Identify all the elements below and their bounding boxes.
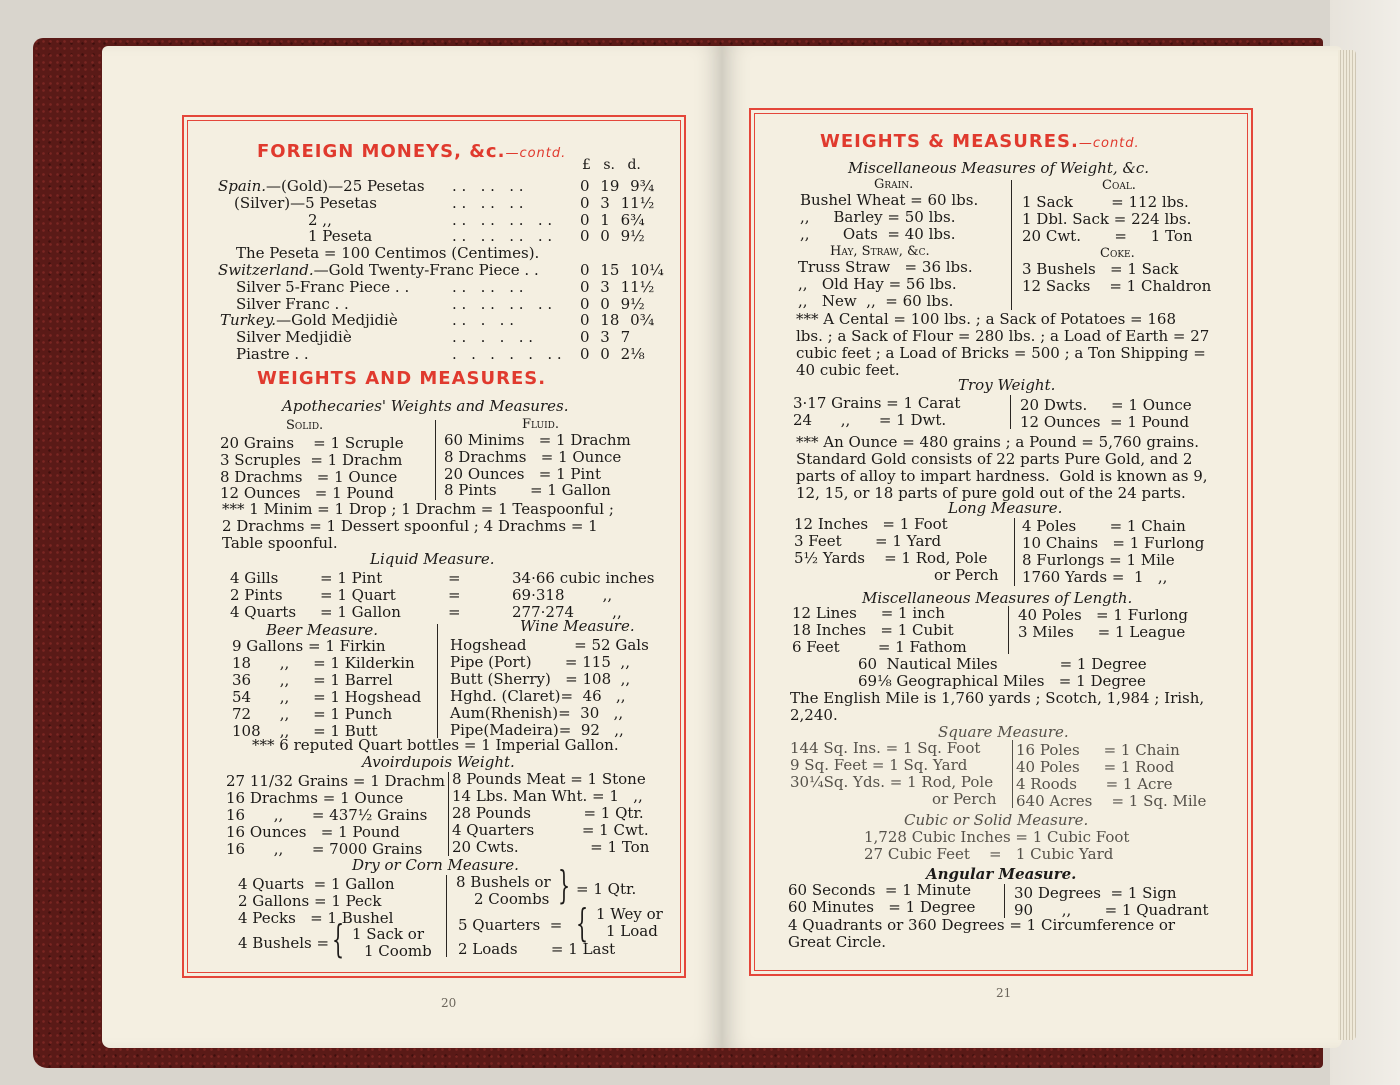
apothecaries-divider — [435, 420, 436, 500]
long-row: or Perch — [934, 566, 999, 584]
angular-row: 60 Seconds = 1 Minute — [788, 881, 971, 899]
liquid-cell: = — [448, 603, 461, 621]
cubic-row: 27 Cubic Feet = 1 Cubic Yard — [864, 845, 1114, 863]
weights-title: WEIGHTS AND MEASURES. — [257, 368, 547, 389]
note-line: *** 1 Minim = 1 Drop ; 1 Drachm = 1 Teaspoonful ; — [222, 500, 614, 518]
beer-wine-divider — [437, 624, 438, 738]
long-divider — [1014, 518, 1015, 586]
long-row: 10 Chains = 1 Furlong — [1022, 534, 1205, 552]
coal-row: 1 Sack = 112 lbs. — [1022, 193, 1189, 211]
cubic-row: 1,728 Cubic Inches = 1 Cubic Foot — [864, 828, 1130, 846]
troy-row: 20 Dwts. = 1 Ounce — [1020, 396, 1192, 414]
wine-row: Butt (Sherry) = 108 ,, — [450, 670, 631, 688]
note-line: 4 Quadrants or 360 Degrees = 1 Circumference or — [788, 916, 1176, 934]
money-desc: Silver Franc . . — [236, 294, 349, 313]
coal-row: 1 Dbl. Sack = 224 lbs. — [1022, 210, 1192, 228]
long-row: 5½ Yards = 1 Rod, Pole — [794, 549, 988, 567]
solid-row: 12 Ounces = 1 Pound — [220, 484, 394, 503]
money-desc: Piastre . . — [236, 345, 309, 363]
page-number-right: 21 — [996, 986, 1012, 1000]
angular-row: 90 ,, = 1 Quadrant — [1014, 901, 1209, 919]
fluid-row: 8 Pints = 1 Gallon — [444, 481, 611, 500]
grain-header: Grain. — [874, 177, 914, 192]
dry-right-3: = 1 Qtr. — [576, 880, 637, 898]
grain-row: Bushel Wheat = 60 lbs. — [800, 191, 979, 209]
cubic-title: Cubic or Solid Measure. — [904, 811, 1089, 829]
liquid-cell: 277·274 ,, — [512, 603, 622, 621]
fluid-row: 60 Minims = 1 Drachm — [444, 431, 631, 449]
misc-length-row: 12 Lines = 1 inch — [792, 604, 945, 622]
wine-row: Hghd. (Claret)= 46 ,, — [450, 687, 626, 705]
square-title: Square Measure. — [938, 723, 1069, 741]
leader-dots: . . . . . . . — [452, 345, 562, 363]
note-line: 40 cubic feet. — [796, 361, 900, 379]
misc-length-title: Miscellaneous Measures of Length. — [862, 589, 1133, 607]
troy-row: 24 ,, = 1 Dwt. — [793, 411, 947, 429]
money-row — [218, 178, 425, 195]
liquid-cell: 4 Gills — [230, 569, 279, 587]
dry-left-3: 4 Pecks = 1 Bushel — [238, 909, 394, 927]
dry-right-2: 2 Coombs — [474, 890, 550, 908]
brace: { — [332, 917, 345, 961]
misc-length-row: 40 Poles = 1 Furlong — [1018, 606, 1189, 624]
money-value: 0 19 9¾ — [580, 177, 655, 195]
dry-left-1: 4 Quarts = 1 Gallon — [238, 875, 395, 893]
square-row: or Perch — [932, 790, 997, 808]
money-desc: The Peseta = 100 Centimos (Centimes). — [236, 244, 540, 263]
liquid-cell: = — [448, 569, 461, 587]
money-value: 0 3 11½ — [580, 277, 655, 296]
nautical-row: 60 Nautical Miles = 1 Degree — [858, 655, 1147, 673]
money-desc: 2 ,, — [308, 210, 332, 229]
money-desc: Silver 5-Franc Piece . . — [236, 277, 410, 296]
wine-row: Pipe(Madeira)= 92 ,, — [450, 721, 624, 739]
beer-row: 54 ,, = 1 Hogshead — [232, 688, 422, 706]
misc-length-divider — [1008, 606, 1009, 654]
note-line: *** An Ounce = 480 grains ; a Pound = 5,760 grains. — [796, 433, 1199, 451]
country-label: Turkey. — [220, 311, 277, 330]
beer-row: 108 ,, = 1 Butt — [232, 722, 378, 740]
page-edges — [1338, 50, 1356, 1040]
wine-row: Hogshead = 52 Gals — [450, 636, 649, 654]
dry-right-7: 2 Loads = 1 Last — [458, 940, 616, 958]
money-desc: 1 Peseta — [308, 227, 373, 246]
beer-row: 72 ,, = 1 Punch — [232, 705, 393, 723]
note-line: The English Mile is 1,760 yards ; Scotch, 1,984 ; Irish, — [790, 689, 1205, 707]
money-row — [308, 212, 332, 229]
note-line: Standard Gold consists of 22 parts Pure Gold, and 2 — [796, 450, 1193, 468]
troy-title: Troy Weight. — [958, 376, 1056, 394]
money-desc: Silver Medjidiè — [236, 328, 352, 347]
square-row: 30¼Sq. Yds. = 1 Rod, Pole — [790, 773, 994, 791]
money-row — [220, 312, 398, 329]
note-line: cubic feet ; a Load of Bricks = 500 ; a Ton Shipping = — [796, 344, 1206, 362]
angular-title: Angular Measure. — [926, 865, 1077, 883]
note-line: lbs. ; a Sack of Flour = 280 lbs. ; a Load of Earth = 27 — [796, 327, 1210, 345]
square-row: 9 Sq. Feet = 1 Sq. Yard — [790, 756, 968, 774]
note-line: parts of alloy to impart hardness. Gold is known as 9, — [796, 467, 1208, 485]
liquid-cell: = 1 Pint — [320, 569, 383, 587]
leader-dots: . . . . . . . . — [452, 294, 553, 313]
dry-left-5: 1 Sack or — [352, 925, 424, 943]
avoirdupois-divider — [448, 772, 449, 856]
money-row — [236, 329, 352, 346]
liquid-cell: 34·66 cubic inches — [512, 569, 655, 587]
beer-note: *** 6 reputed Quart bottles = 1 Imperial Gallon. — [252, 736, 619, 754]
wine-title: Wine Measure. — [520, 617, 635, 635]
troy-row: 3·17 Grains = 1 Carat — [793, 394, 961, 412]
country-label: Spain. — [218, 177, 267, 195]
square-row: 640 Acres = 1 Sq. Mile — [1016, 792, 1207, 810]
wine-row: Pipe (Port) = 115 ,, — [450, 653, 630, 671]
avoirdupois-row: 8 Pounds Meat = 1 Stone — [452, 770, 646, 788]
coke-row: 3 Bushels = 1 Sack — [1022, 260, 1179, 278]
leader-dots: . . . . . . — [452, 328, 534, 347]
avoirdupois-row: 16 ,, = 437½ Grains — [226, 806, 428, 824]
right-title: WEIGHTS & MEASURES.—contd. — [820, 131, 1140, 152]
hay-row: Truss Straw = 36 lbs. — [798, 258, 973, 276]
liquid-cell: = 1 Gallon — [320, 603, 401, 621]
money-row — [236, 296, 349, 313]
long-row: 4 Poles = 1 Chain — [1022, 517, 1186, 535]
country-label: Switzerland. — [218, 261, 314, 279]
avoirdupois-title: Avoirdupois Weight. — [362, 753, 515, 771]
dry-right-5: 1 Wey or — [596, 905, 663, 923]
hay-row: ,, New ,, = 60 lbs. — [798, 292, 954, 310]
solid-row: 20 Grains = 1 Scruple — [220, 434, 404, 452]
note-line: 2 Drachms = 1 Dessert spoonful ; 4 Drachms = 1 — [222, 517, 598, 535]
solid-row: 8 Drachms = 1 Ounce — [220, 467, 398, 486]
long-row: 12 Inches = 1 Foot — [794, 515, 948, 533]
square-row: 40 Poles = 1 Rood — [1016, 758, 1175, 776]
misc-length-row: 18 Inches = 1 Cubit — [792, 621, 954, 639]
brace: } — [558, 863, 571, 907]
troy-row: 12 Ounces = 1 Pound — [1020, 413, 1190, 431]
note-line: *** A Cental = 100 lbs. ; a Sack of Potatoes = 168 — [796, 310, 1177, 328]
fluid-row: 20 Ounces = 1 Pint — [444, 464, 601, 483]
money-desc: —(Gold)—25 Pesetas — [266, 177, 425, 195]
grain-row: ,, Barley = 50 lbs. — [800, 208, 956, 226]
currency-header: £ s. d. — [582, 157, 641, 173]
money-value: 0 1 6¾ — [580, 210, 645, 229]
money-value: 0 3 7 — [580, 328, 631, 347]
leader-dots: . . . . . — [452, 311, 514, 330]
solid-header: Solid. — [286, 418, 324, 433]
avoirdupois-row: 4 Quarters = 1 Cwt. — [452, 821, 649, 839]
square-row: 4 Roods = 1 Acre — [1016, 775, 1173, 793]
long-row: 3 Feet = 1 Yard — [794, 532, 942, 550]
money-row — [236, 346, 309, 363]
misc-weight-title: Miscellaneous Measures of Weight, &c. — [848, 159, 1149, 177]
square-row: 144 Sq. Ins. = 1 Sq. Foot — [790, 739, 981, 757]
liquid-cell: 2 Pints — [230, 586, 283, 604]
angular-row: 60 Minutes = 1 Degree — [788, 898, 976, 916]
dry-left-6: 1 Coomb — [364, 942, 432, 960]
dry-left-4: 4 Bushels = — [238, 934, 330, 952]
leader-dots: . . . . . . . . — [452, 227, 553, 246]
avoirdupois-row: 16 Drachms = 1 Ounce — [226, 789, 404, 807]
money-row — [236, 245, 539, 262]
money-desc: —Gold Twenty-Franc Piece . . — [313, 261, 539, 279]
avoirdupois-row: 16 ,, = 7000 Grains — [226, 840, 423, 858]
dry-divider — [446, 875, 447, 957]
beer-title: Beer Measure. — [266, 621, 379, 639]
money-value: 0 18 0¾ — [580, 311, 655, 330]
liquid-cell: 69·318 ,, — [512, 586, 613, 604]
money-desc: (Silver)—5 Pesetas — [234, 193, 377, 212]
beer-row: 9 Gallons = 1 Firkin — [232, 637, 386, 655]
beer-row: 36 ,, = 1 Barrel — [232, 671, 393, 689]
fluid-row: 8 Drachms = 1 Ounce — [444, 447, 622, 466]
square-row: 16 Poles = 1 Chain — [1016, 741, 1180, 759]
money-row — [308, 228, 372, 245]
money-row — [236, 279, 409, 296]
note-line: 12, 15, or 18 parts of pure gold out of the 24 parts. — [796, 484, 1186, 502]
money-row — [218, 262, 539, 279]
leader-dots: . . . . . . — [452, 277, 524, 296]
grain-row: ,, Oats = 40 lbs. — [800, 225, 956, 243]
dry-right-6: 1 Load — [606, 922, 658, 940]
avoirdupois-row: 16 Ounces = 1 Pound — [226, 823, 400, 841]
nautical-row: 69⅛ Geographical Miles = 1 Degree — [858, 672, 1146, 690]
wine-row: Aum(Rhenish)= 30 ,, — [450, 704, 624, 722]
money-value: 0 3 11½ — [580, 193, 655, 212]
note-line: 2,240. — [790, 706, 838, 724]
long-row: 1760 Yards = 1 ,, — [1022, 568, 1168, 586]
liquid-cell: = — [448, 586, 461, 604]
avoirdupois-row: 28 Pounds = 1 Qtr. — [452, 804, 644, 822]
coke-header: Coke. — [1100, 246, 1135, 261]
note-line: Great Circle. — [788, 933, 887, 951]
dry-left-2: 2 Gallons = 1 Peck — [238, 892, 382, 910]
misc-length-row: 3 Miles = 1 League — [1018, 623, 1186, 641]
liquid-title: Liquid Measure. — [370, 550, 495, 568]
coal-row: 20 Cwt. = 1 Ton — [1022, 227, 1193, 245]
dry-right-4: 5 Quarters = — [458, 916, 563, 934]
money-value: 0 15 10¼ — [580, 261, 664, 279]
coal-header: Coal. — [1102, 178, 1136, 193]
money-desc: —Gold Medjidiè — [276, 311, 398, 330]
dry-right-1: 8 Bushels or — [456, 873, 551, 891]
leader-dots: . . . . . . — [452, 193, 524, 212]
left-title: FOREIGN MONEYS, &c.—contd. — [257, 141, 567, 162]
liquid-cell: = 1 Quart — [320, 586, 396, 604]
brace: { — [576, 901, 589, 945]
money-value: 0 0 2⅛ — [580, 345, 645, 363]
page-number-left: 20 — [441, 996, 457, 1010]
dry-title: Dry or Corn Measure. — [352, 856, 519, 874]
fluid-header: Fluid. — [522, 417, 559, 432]
angular-row: 30 Degrees = 1 Sign — [1014, 884, 1177, 902]
troy-divider — [1010, 395, 1011, 429]
coke-row: 12 Sacks = 1 Chaldron — [1022, 277, 1212, 295]
money-row — [234, 195, 377, 212]
note-line: Table spoonful. — [222, 534, 338, 552]
misc-length-row: 6 Feet = 1 Fathom — [792, 638, 967, 656]
beer-row: 18 ,, = 1 Kilderkin — [232, 654, 415, 672]
liquid-cell: 4 Quarts — [230, 603, 297, 621]
hay-header: Hay, Straw, &c. — [830, 244, 930, 259]
apothecaries-title: Apothecaries' Weights and Measures. — [282, 397, 569, 415]
money-value: 0 0 9½ — [580, 227, 645, 246]
square-divider — [1012, 740, 1013, 808]
avoirdupois-row: 14 Lbs. Man Wht. = 1 ,, — [452, 787, 643, 805]
grain-coal-divider — [1011, 180, 1012, 310]
long-title: Long Measure. — [948, 499, 1063, 517]
hay-row: ,, Old Hay = 56 lbs. — [798, 275, 957, 293]
solid-row: 3 Scruples = 1 Drachm — [220, 450, 403, 469]
avoirdupois-row: 20 Cwts. = 1 Ton — [452, 838, 650, 856]
avoirdupois-row: 27 11/32 Grains = 1 Drachm — [226, 772, 445, 790]
long-row: 8 Furlongs = 1 Mile — [1022, 551, 1175, 569]
money-value: 0 0 9½ — [580, 294, 645, 313]
angular-divider — [1004, 884, 1005, 918]
leader-dots: . . . . . . — [452, 177, 524, 195]
leader-dots: . . . . . . . . — [452, 210, 553, 229]
